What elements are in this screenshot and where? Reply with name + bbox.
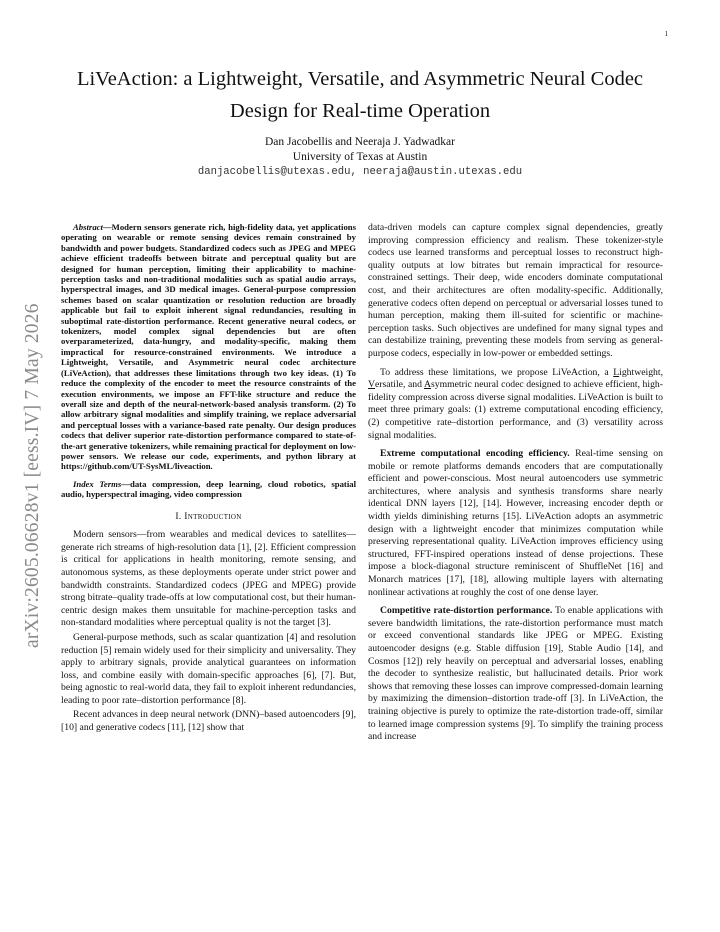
acronym-a: A — [423, 379, 431, 391]
left-column — [61, 222, 356, 737]
abstract — [61, 222, 356, 472]
intro-paragraph-2: General-purpose methods, such as scalar quantization [4] and resolution reduction [5] remain widely used for their simplicity and universality. They apply to arbitrary signals, provide analytical guarantees on information loss, and combine easily with domain-specific approaches [6], [7]. But, being agnostic to real-world data, they fail to exploit inherent redundancies, leading to poor rate–distortion performance [8]. — [61, 631, 356, 706]
rate-distortion-paragraph — [368, 605, 663, 744]
right-column — [368, 222, 663, 746]
acronym-word-1: ightweight, — [619, 366, 663, 378]
abstract-text: Modern sensors generate rich, high-fidelity data, yet applications operating on wearable or remote sensing devices remain constrained by bandwidth and power budgets. Standardized codecs such as JPEG and MPEG achieve efficient tradeoffs between bitrate and perceptual quality but are designed for human perception, limiting their applicability to machine-perception tasks and non-traditional modalities such as spatial audio arrays, hyperspectral images, and 3D medical images. General-purpose compression schemes based on scalar quantization or resolution reduction are broadly applicable but fail to exploit inherent signal redundancies, resulting in suboptimal rate-distortion performance. Recent generative neural codecs, or tokenizers, model complex signal dependencies but are often overparameterized, data-hungry, and modality-specific, making them impractical for resource-constrained environments. We introduce a Lightweight, Versatile, and Asymmetric neural codec architecture (LiVeAction), that addresses these limitations through two key ideas. (1) To reduce the complexity of the encoder to meet the resource constraints of the execution environments, we impose an FFT-like structure and reduce the overall size and depth of the neural-network-based analysis transform. (2) To allow arbitrary signal modalities and simplify training, we replace adversarial and perceptual losses with a variance-based rate penalty. Our design produces codecs that deliver superior rate-distortion performance compared to state-of-the-art generative tokenizers, while remaining practical for deployment on low-power sensors. We release our code, experiments, and python library at https://github.com/UT-SysML/liveaction. — [61, 222, 356, 472]
efficiency-text: Real-time sensing on mobile or remote platforms demands encoders that are computationally efficient and power-conscious. Most neural autoencoders use symmetric architectures, where analysis and synthesis transforms share nearly identical DNN layers [12], [14]. However, increasing encoder depth or width yields diminishing returns [15]. LiVeAction adopts an asymmetric design with a lightweight encoder that minimizes computation while preserving representational quality. LiVeAction improves efficiency using structured, FFT-inspired operations instead of dense projections. These impose a block-diagonal structure reminiscent of ShuffleNet [16] and Monarch matrices [17], [18], allowing multiple layers with alternating nonlinear activations at roughly the cost of one dense layer. — [368, 448, 663, 598]
page-number: 1 — [664, 30, 668, 38]
acronym-l: L — [613, 366, 620, 378]
section-heading-introduction: I. Introduction — [175, 510, 242, 522]
efficiency-paragraph — [368, 448, 663, 599]
index-terms-label: Index Terms— — [73, 478, 130, 489]
title-line-2: Design for Real-time Operation — [229, 100, 491, 122]
intro-paragraph-1: Modern sensors—from wearables and medical devices to satellites—generate rich streams of high-resolution data [1], [2]. Efficient compression is critical for applications in health monitoring, remote sensing, and autonomous systems, as these deployments operate under strict power and bandwidth constraints. Standardized codecs (JPEG and MPEG) provide strong bitrate–quality trade-offs at low computational cost, but their human-centric design makes them unsuitable for machine-perception tasks and non-standard modalities where perceptual quality is not the target [3]. — [61, 529, 356, 629]
author-block — [40, 135, 680, 180]
paper-title — [40, 63, 680, 127]
acronym-v: V — [368, 379, 375, 391]
efficiency-heading: Extreme computational encoding efficiency. — [380, 448, 570, 460]
author-affiliation: University of Texas at Austin — [292, 151, 428, 163]
author-emails: danjacobellis@utexas.edu, neeraja@austin.utexas.edu — [197, 166, 523, 178]
title-line-1: LiVeAction: a Lightweight, Versatile, and Asymmetric Neural Codec — [76, 68, 644, 90]
intro-paragraph-3: Recent advances in deep neural network (DNN)–based autoencoders [9], [10] and generative codecs [11], [12] show that — [61, 709, 356, 734]
rate-distortion-heading: Competitive rate-distortion performance. — [380, 605, 553, 617]
proposal-text-start: To address these limitations, we propose LiVeAction, a — [380, 366, 614, 378]
index-terms-text: data compression, deep learning, cloud robotics, spatial audio, hyperspectral imaging, video compression — [61, 478, 357, 500]
arxiv-stamp: arXiv:2605.06628v1 [eess.IV] 7 May 2026 — [22, 303, 43, 648]
index-terms — [61, 479, 356, 500]
author-names: Dan Jacobellis and Neeraja J. Yadwadkar — [264, 136, 455, 148]
continued-paragraph: data-driven models can capture complex signal dependencies, greatly improving compression efficiency and realism. These tokenizer-style codecs use learned transforms and perceptual losses to reconstruct high-quality outputs at low bitrates but remain impractical for resource-constrained settings. Their deep, wide encoders dominate computational cost, and their architectures are often modality-specific. Additionally, generative codecs often depend on perceptual or adversarial losses tuned to human perception, making them ill-suited for scientific or machine-perception tasks. Such objectives are undefined for many signal types and can destabilize training, preventing these models from serving as general-purpose codecs, especially in low-power or embedded settings. — [368, 222, 663, 359]
acronym-word-2: ersatile, and — [375, 379, 424, 391]
proposal-paragraph — [368, 367, 663, 443]
proposal-text-end: symmetric neural codec designed to achieve efficient, high-fidelity compression across diverse signal modalities. LiVeAction is built to meet three primary goals: (1) extreme computational encoding efficiency, (2) competitive rate–distortion performance, and (3) versatility across signal modalities. — [368, 379, 663, 441]
abstract-label: Abstract— — [73, 222, 112, 232]
rate-distortion-text: To enable applications with severe bandwidth limitations, the rate-distortion performance must match or exceed conventional standards like JPEG or MPEG. Existing autoencoder designs (e.g. Stable diffusion [19], Stable Audio [14], and Cosmos [12]) rely heavily on perceptual and adversarial losses, enabling the decoder to synthesize realistic, but hallucinated details. Prior work shows that removing these losses can improve compressed-domain learning by maximizing the dimension–distortion trade-off [3]. In LiVeAction, the training objective is purely to optimize the rate-distortion trade-off, similar to learned image compression systems [9]. To simplify the training process and increase — [368, 605, 663, 743]
